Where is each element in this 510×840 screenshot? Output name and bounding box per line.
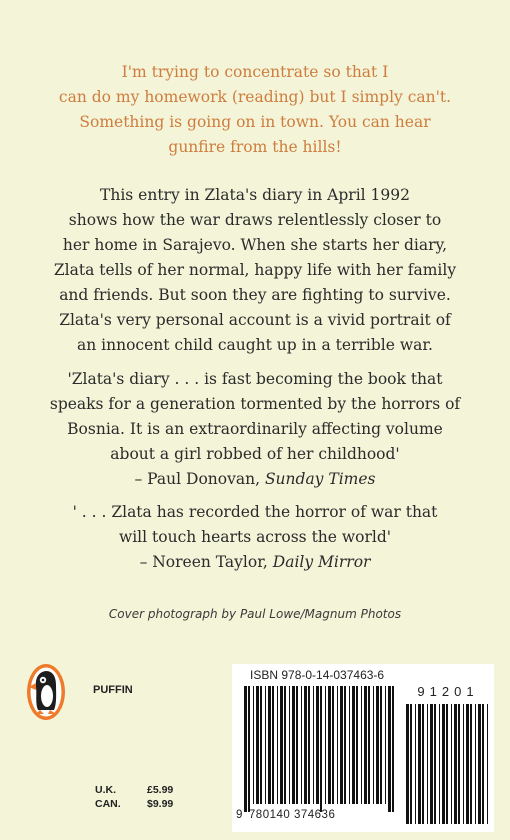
- barcode-addon-digits: 91201: [417, 684, 479, 699]
- price-label: U.K.: [95, 784, 116, 796]
- puffin-logo-icon: [26, 663, 66, 721]
- review-author: – Noreen Taylor,: [139, 553, 273, 571]
- review-attribution: [40, 550, 470, 575]
- book-blurb: [40, 183, 470, 358]
- quote-line: I'm trying to concentrate so that I: [121, 63, 389, 81]
- publisher-name: PUFFIN: [93, 684, 133, 696]
- review-source: Daily Mirror: [272, 553, 371, 571]
- quote-line: Something is going on in town. You can hear: [79, 113, 431, 131]
- blurb-line: This entry in Zlata's diary in April 1992: [100, 186, 410, 204]
- barcode-first-digit: 9: [236, 809, 243, 821]
- price-row-can: [95, 797, 173, 811]
- review-daily-mirror: [40, 500, 470, 575]
- review-source: Sunday Times: [264, 470, 376, 488]
- review-line: about a girl robbed of her childhood': [110, 445, 400, 463]
- review-line: ' . . . Zlata has recorded the horror of war that: [72, 503, 438, 521]
- barcode-main-digits: 780140 374636: [248, 809, 336, 821]
- price-list: [95, 783, 173, 811]
- blurb-line: Zlata tells of her normal, happy life with her family: [53, 261, 457, 279]
- blurb-line: Zlata's very personal account is a vivid portrait of: [59, 311, 451, 329]
- blurb-line: an innocent child caught up in a terrible war.: [77, 336, 433, 354]
- barcode-digits: [236, 809, 398, 821]
- review-attribution: [40, 467, 470, 492]
- blurb-line: shows how the war draws relentlessly closer to: [68, 211, 442, 229]
- quote-line: can do my homework (reading) but I simply can't.: [58, 88, 452, 106]
- review-author: – Paul Donovan,: [134, 470, 265, 488]
- review-line: speaks for a generation tormented by the horrors of: [49, 395, 461, 413]
- opening-quote: [40, 60, 470, 160]
- price-value: £5.99: [147, 784, 174, 796]
- blurb-line: and friends. But soon they are fighting to survive.: [59, 286, 451, 304]
- price-label: CAN.: [95, 798, 121, 810]
- review-line: 'Zlata's diary . . . is fast becoming the book that: [67, 370, 443, 388]
- isbn-number: ISBN 978-0-14-037463-6: [250, 668, 385, 682]
- quote-line: gunfire from the hills!: [168, 138, 342, 156]
- price-value: $9.99: [147, 798, 174, 810]
- review-line: Bosnia. It is an extraordinarily affecting volume: [67, 420, 443, 438]
- blurb-line: her home in Sarajevo. When she starts her diary,: [62, 236, 448, 254]
- review-line: will touch hearts across the world': [118, 528, 392, 546]
- cover-credit: Cover photograph by Paul Lowe/Magnum Photos: [108, 607, 402, 621]
- review-sunday-times: [40, 367, 470, 492]
- price-row-uk: [95, 783, 173, 797]
